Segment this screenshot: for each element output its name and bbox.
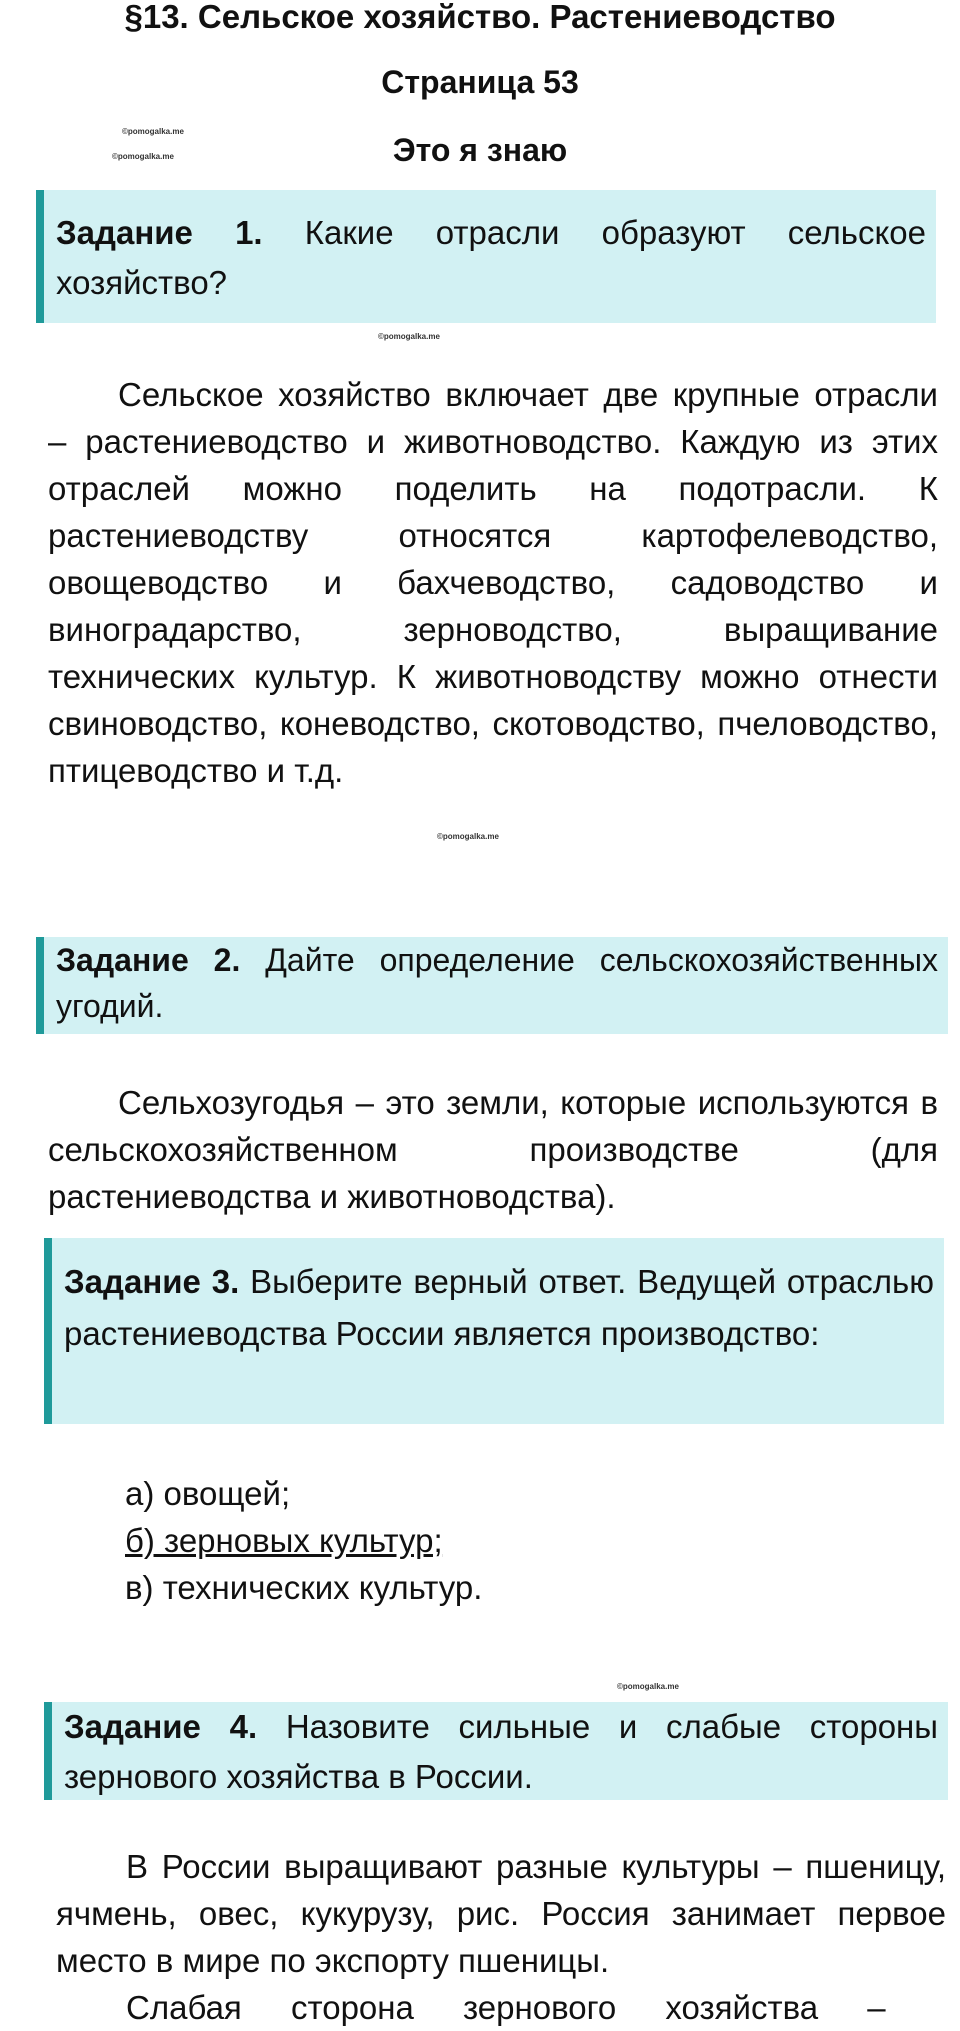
- watermark: ©pomogalka.me: [378, 332, 440, 341]
- watermark: ©pomogalka.me: [437, 832, 499, 841]
- task-1-box: [36, 190, 936, 323]
- task-3-label: Задание 3.: [64, 1263, 240, 1300]
- page-number: Страница 53: [381, 64, 579, 100]
- task-4-box: [44, 1702, 948, 1800]
- page-title: §13. Сельское хозяйство. Растениеводство: [124, 0, 836, 35]
- task-1-label: Задание 1.: [56, 214, 263, 251]
- task-2-box: [36, 937, 948, 1034]
- task-1-answer: Сельское хозяйство включает две крупные отрасли – растениеводство и животноводство. Каждую из этих отраслей можно поделить на подотрасли. К растениеводству относятся картофелеводство, овощеводство и бахчеводство, садоводство и виноградарство, зерноводство, выращивание технических культур. К животноводству можно отнести свиноводство, коневодство, скотоводство, пчеловодство, птицеводство и т.д.: [48, 376, 938, 789]
- section-heading: Это я знаю: [392, 132, 568, 168]
- task-4-question: Назовите сильные и слабые стороны зернового хозяйства в России.: [64, 1708, 938, 1795]
- task-4-answer: В России выращивают разные культуры – пшеницу, ячмень, овес, кукурузу, рис. Россия занимает первое место в мире по экспорту пшеницы.: [56, 1848, 946, 1979]
- answer-option: в) технических культур.: [125, 1569, 483, 1606]
- task-3-box: [44, 1238, 944, 1424]
- answer-option-correct: б) зерновых культур;: [125, 1522, 443, 1559]
- answer-option: а) овощей;: [125, 1475, 291, 1512]
- watermark: ©pomogalka.me: [112, 152, 174, 161]
- task-3-question: Выберите верный ответ. Ведущей отраслью растениеводства России является производство:: [64, 1263, 934, 1352]
- task-4-label: Задание 4.: [64, 1708, 258, 1745]
- watermark: ©pomogalka.me: [617, 1682, 679, 1691]
- task-4-answer-continued-text: Слабая сторона зернового хозяйства –: [126, 1989, 886, 2026]
- task-1-question: Какие отрасли образуют сельское хозяйство?: [56, 214, 926, 301]
- task-2-answer: Сельхозугодья – это земли, которые используются в сельскохозяйственном производстве (для растениеводства и животноводства).: [48, 1084, 938, 1215]
- watermark: ©pomogalka.me: [122, 127, 184, 136]
- task-2-label: Задание 2.: [56, 942, 241, 978]
- task-2-question: Дайте определение сельскохозяйственных угодий.: [56, 942, 938, 1024]
- task-4-answer-continued: [56, 1984, 946, 2031]
